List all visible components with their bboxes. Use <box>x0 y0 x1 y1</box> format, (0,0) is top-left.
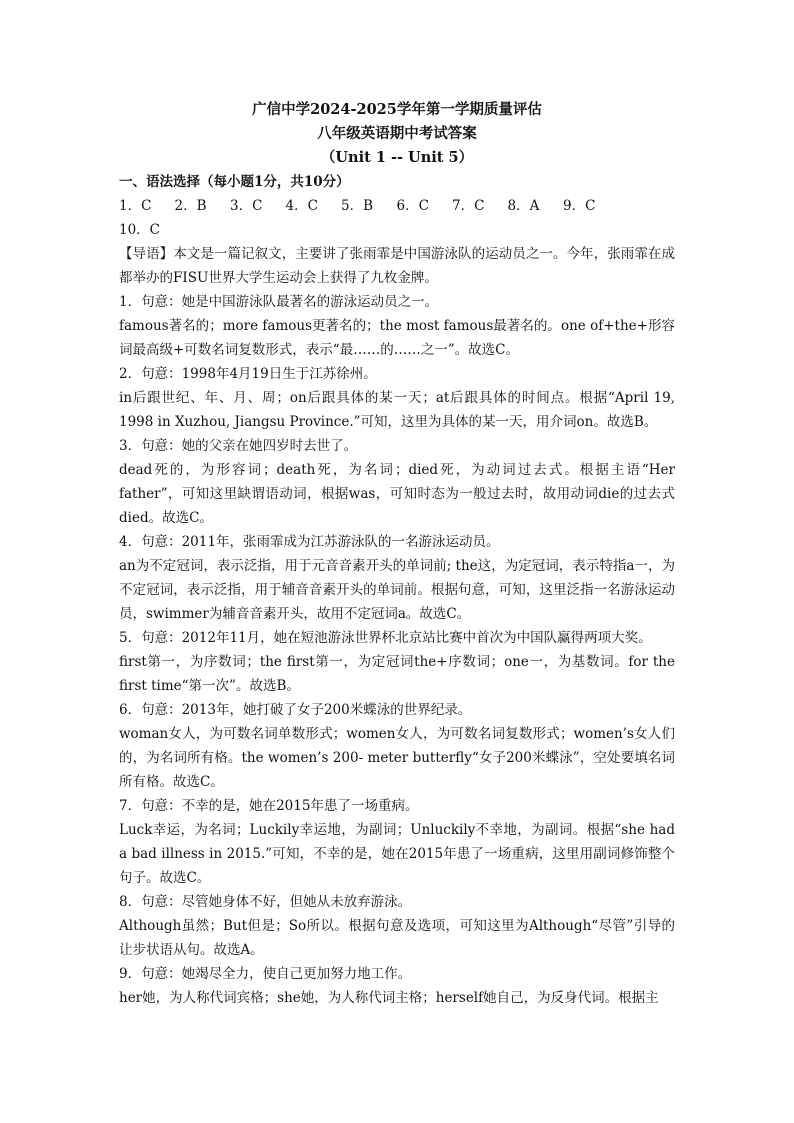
question-meaning: 2．句意：1998年4月19日生于江苏徐州。 <box>119 366 377 382</box>
document-content <box>119 98 675 1010</box>
answer-key-row <box>119 218 675 242</box>
explanation: an为不定冠词，表示泛指，用于元音音素开头的单词前; the这，为定冠词，表示特指a一，为不定冠词，表示泛指，用于辅音音素开头的单词前。根据句意，可知，这里泛指一名游泳运动员，swimmer为辅音音素开头，故用不定冠词a。故选C。 <box>119 558 675 622</box>
answer-item: 9．C <box>563 198 596 214</box>
explanation: in后跟世纪、年、月、周；on后跟具体的某一天；at后跟具体的时间点。根据“April 19, 1998 in Xuzhou, Jiangsu Province.”可知，这里为具体的某一天，用介词on。故选B。 <box>119 390 675 430</box>
answer-item: 8．A <box>507 198 540 214</box>
unit-range: （Unit 1 -- Unit 5） <box>320 149 474 166</box>
explanation: first第一，为序数词；the first第一，为定冠词the+序数词；one一，为基数词。for the first time“第一次”。故选B。 <box>119 654 675 694</box>
question-meaning: 9．句意：她竭尽全力，使自己更加努力地工作。 <box>119 966 412 982</box>
answer-item: 7．C <box>452 198 485 214</box>
exam-subtitle: 八年级英语期中考试答案 <box>317 125 477 142</box>
question-meaning: 6．句意：2013年，她打破了女子200米蝶泳的世界纪录。 <box>119 702 472 718</box>
question-meaning: 7．句意：不幸的是，她在2015年患了一场重病。 <box>119 798 419 814</box>
answer-item: 6．C <box>396 198 429 214</box>
explanation: Luck幸运，为名词；Luckily幸运地，为副词；Unluckily不幸地，为副词。根据“she had a bad illness in 2015.”可知，不幸的是，她在2015年患了一场重病，这里用副词修饰整个句子。故选C。 <box>119 822 675 886</box>
question-meaning: 3．句意：她的父亲在她四岁时去世了。 <box>119 438 358 454</box>
answer-item: 5．B <box>341 198 374 214</box>
answer-item: 4．C <box>285 198 318 214</box>
explanation: dead死的，为形容词；death死，为名词；died死，为动词过去式。根据主语“Her father”，可知这里缺谓语动词，根据was，可知时态为一般过去时，故用动词die的过去式died。故选C。 <box>119 462 675 526</box>
section-heading: 一、语法选择（每小题1分，共10分） <box>119 174 350 190</box>
question-meaning: 8．句意：尽管她身体不好，但她从未放弃游泳。 <box>119 894 412 910</box>
explanation: Although虽然；But但是；So所以。根据句意及选项，可知这里为Although“尽管”引导的让步状语从句。故选A。 <box>119 918 675 958</box>
school-exam-title: 广信中学2024-2025学年第一学期质量评估 <box>252 101 542 118</box>
explanation: her她，为人称代词宾格；she她，为人称代词主格；herself她自己，为反身代词。根据主 <box>119 990 659 1006</box>
question-meaning: 1．句意：她是中国游泳队最著名的游泳运动员之一。 <box>119 294 439 310</box>
explanation: famous著名的；more famous更著名的；the most famous最著名的。one of+the+形容词最高级+可数名词复数形式，表示“最……的……之一”。故选C。 <box>119 318 675 358</box>
guide-paragraph: 【导语】本文是一篇记叙文，主要讲了张雨霏是中国游泳队的运动员之一。今年，张雨霏在成都举办的FISU世界大学生运动会上获得了九枚金牌。 <box>119 246 675 286</box>
answer-item: 3．C <box>230 198 263 214</box>
question-meaning: 5．句意：2012年11月，她在短池游泳世界杯北京站比赛中首次为中国队赢得两项大奖。 <box>119 630 652 646</box>
answer-key-row <box>119 194 675 218</box>
answer-item: 2．B <box>174 198 207 214</box>
answer-item: 1．C <box>119 198 152 214</box>
question-meaning: 4．句意：2011年，张雨霏成为江苏游泳队的一名游泳运动员。 <box>119 534 500 550</box>
explanation: woman女人，为可数名词单数形式；women女人，为可数名词复数形式；women’s女人们的，为名词所有格。the women’s 200- meter butterfly“女子200米蝶泳”，空处要填名词所有格。故选C。 <box>119 726 675 790</box>
answer-item: 10．C <box>119 222 161 238</box>
